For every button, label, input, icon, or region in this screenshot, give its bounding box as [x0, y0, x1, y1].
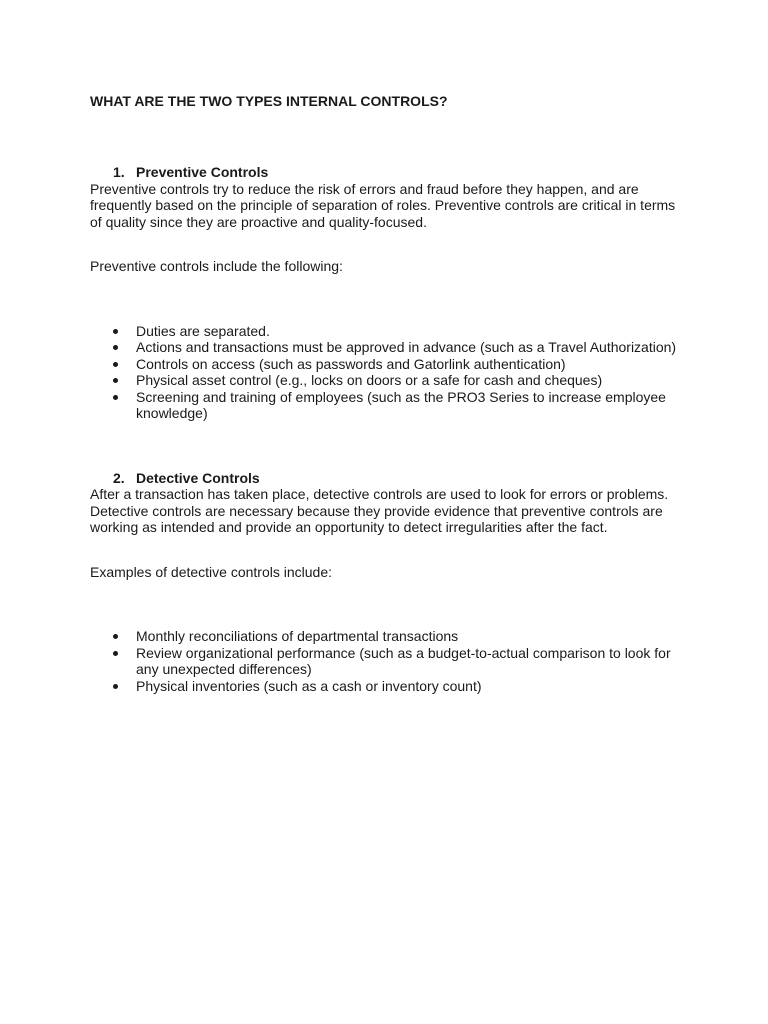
bullet-icon [113, 362, 118, 367]
list-item [90, 645, 690, 678]
list-item [90, 678, 690, 695]
list-item [90, 389, 690, 422]
list-item-text: Review organizational performance (such as a budget-to-actual comparison to look for any unexpected differences) [136, 644, 671, 677]
bullet-icon [113, 345, 118, 350]
section-number: 1. [113, 164, 125, 180]
document-title: WHAT ARE THE TWO TYPES INTERNAL CONTROLS? [90, 93, 448, 109]
section-title: Detective Controls [136, 469, 260, 486]
list-item [90, 356, 690, 373]
document-page [90, 93, 690, 694]
list-item-text: Controls on access (such as passwords and Gatorlink authentication) [136, 355, 566, 372]
section-paragraph: Preventive controls try to reduce the risk of errors and fraud before they happen, and are frequently based on the principle of separation of roles. Preventive controls are critical in terms of quality since they are proactive and quality-focused. [90, 180, 676, 230]
list-item-text: Physical asset control (e.g., locks on doors or a safe for cash and cheques) [136, 372, 603, 388]
bullet-icon [113, 634, 118, 639]
bullet-icon [113, 378, 118, 383]
bullet-list [90, 323, 690, 422]
list-item [90, 323, 690, 340]
bullet-list [90, 628, 690, 694]
section-heading [90, 164, 690, 181]
list-item-text: Duties are separated. [136, 322, 270, 339]
section-number: 2. [113, 469, 125, 486]
section-intro: Preventive controls include the following: [90, 258, 343, 274]
list-item-text: Screening and training of employees (such as the PRO3 Series to increase employee knowledge) [136, 388, 666, 421]
section-intro: Examples of detective controls include: [90, 563, 333, 580]
bullet-icon [113, 395, 118, 400]
section-title: Preventive Controls [136, 164, 269, 180]
bullet-icon [113, 651, 118, 656]
list-item [90, 339, 690, 356]
list-item-text: Monthly reconciliations of departmental transactions [136, 628, 459, 644]
bullet-icon [113, 684, 118, 689]
list-item-text: Actions and transactions must be approved in advance (such as a Travel Authorization) [136, 339, 677, 355]
list-item-text: Physical inventories (such as a cash or inventory count) [136, 677, 482, 694]
list-item [90, 628, 690, 645]
section-preventive [90, 164, 690, 422]
section-paragraph: After a transaction has taken place, detective controls are used to look for errors or problems. Detective controls are necessary because they provide evidence that preventive controls are working as intended and provide an opportunity to detect irregularities after the fact. [90, 486, 669, 535]
section-heading [90, 470, 690, 487]
list-item [90, 372, 690, 389]
section-detective [90, 470, 690, 695]
bullet-icon [113, 329, 118, 334]
